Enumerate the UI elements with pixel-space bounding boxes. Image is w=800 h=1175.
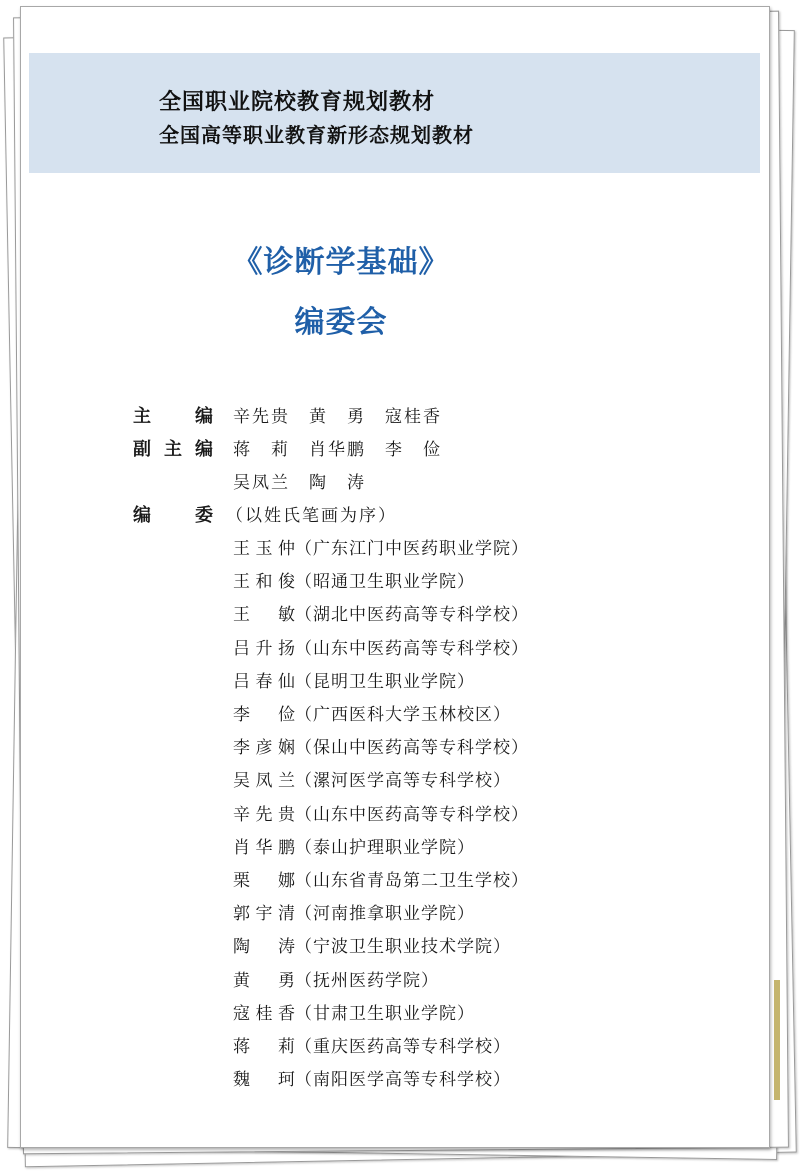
member-affiliation: （广西医科大学玉林校区） bbox=[295, 705, 511, 725]
committee-member bbox=[233, 999, 475, 1029]
committee-member bbox=[233, 567, 475, 597]
committee-member bbox=[233, 899, 475, 929]
member-name: 李 俭 bbox=[233, 705, 295, 725]
member-affiliation: （河南推拿职业学院） bbox=[295, 904, 475, 925]
chief-editor-names: 辛先贵 黄 勇 寇桂香 bbox=[233, 407, 442, 427]
committee-member bbox=[233, 667, 475, 697]
member-name: 蒋 莉 bbox=[233, 1037, 295, 1057]
committee-member bbox=[233, 700, 511, 730]
member-affiliation: （湖北中医药高等专科学校） bbox=[295, 605, 529, 626]
series-title-2: 全国高等职业教育新形态规划教材 bbox=[159, 123, 474, 147]
committee-member bbox=[233, 1032, 511, 1062]
committee-member bbox=[233, 534, 529, 564]
member-affiliation: （昭通卫生职业学院） bbox=[295, 572, 475, 593]
member-name: 王玉仲 bbox=[233, 539, 295, 559]
member-name: 黄 勇 bbox=[233, 970, 295, 991]
member-affiliation: （宁波卫生职业技术学院） bbox=[295, 937, 511, 958]
member-affiliation: （抚州医药学院） bbox=[295, 970, 439, 991]
committee-member bbox=[233, 966, 439, 996]
member-affiliation: （漯河医学高等专科学校） bbox=[295, 771, 511, 792]
member-affiliation: （山东中医药高等专科学校） bbox=[295, 638, 529, 659]
order-note: （以姓氏笔画为序） bbox=[226, 506, 397, 526]
committee-member bbox=[233, 866, 529, 896]
member-name: 郭宇清 bbox=[233, 904, 295, 925]
committee-member bbox=[233, 1065, 511, 1095]
committee-member bbox=[233, 932, 511, 962]
series-title-1: 全国职业院校教育规划教材 bbox=[159, 90, 436, 115]
member-affiliation: （广东江门中医药职业学院） bbox=[295, 539, 529, 559]
member-name: 魏 珂 bbox=[233, 1070, 295, 1091]
member-affiliation: （泰山护理职业学院） bbox=[295, 837, 475, 858]
member-name: 栗 娜 bbox=[233, 871, 295, 891]
committee-heading: 编委会 bbox=[294, 305, 388, 340]
member-name: 吴凤兰 bbox=[233, 771, 295, 792]
member-name: 吕升扬 bbox=[233, 638, 295, 659]
member-affiliation: （昆明卫生职业学院） bbox=[295, 671, 475, 692]
member-affiliation: （山东中医药高等专科学校） bbox=[295, 804, 529, 825]
member-name: 肖华鹏 bbox=[233, 837, 295, 858]
member-affiliation: （甘肃卫生职业学院） bbox=[295, 1003, 475, 1024]
member-affiliation: （保山中医药高等专科学校） bbox=[295, 738, 529, 759]
committee-member bbox=[233, 800, 529, 830]
document-page bbox=[20, 6, 770, 1148]
member-name: 陶 涛 bbox=[233, 937, 295, 958]
committee-member bbox=[233, 766, 511, 796]
committee-label: 编 委 bbox=[133, 505, 213, 526]
member-name: 李彦娴 bbox=[233, 738, 295, 759]
deputy-editor-names: 吴凤兰 陶 涛 bbox=[233, 473, 366, 493]
member-name: 辛先贵 bbox=[233, 804, 295, 825]
member-name: 吕春仙 bbox=[233, 671, 295, 692]
committee-member bbox=[233, 833, 475, 863]
deputy-editor-names: 蒋 莉 肖华鹏 李 俭 bbox=[233, 440, 442, 460]
member-name: 王 敏 bbox=[233, 605, 295, 626]
member-affiliation: （南阳医学高等专科学校） bbox=[295, 1070, 511, 1091]
member-affiliation: （重庆医药高等专科学校） bbox=[295, 1037, 511, 1057]
member-name: 寇桂香 bbox=[233, 1003, 295, 1024]
committee-member bbox=[233, 634, 529, 664]
member-name: 王和俊 bbox=[233, 572, 295, 593]
member-affiliation: （山东省青岛第二卫生学校） bbox=[295, 871, 529, 891]
book-title: 《诊断学基础》 bbox=[232, 245, 450, 280]
deputy-editor-label: 副 主 编 bbox=[133, 439, 213, 460]
committee-member bbox=[233, 733, 529, 763]
committee-member bbox=[233, 600, 529, 630]
chief-editor-label: 主 编 bbox=[133, 406, 213, 427]
cover-edge-strip bbox=[774, 980, 780, 1100]
